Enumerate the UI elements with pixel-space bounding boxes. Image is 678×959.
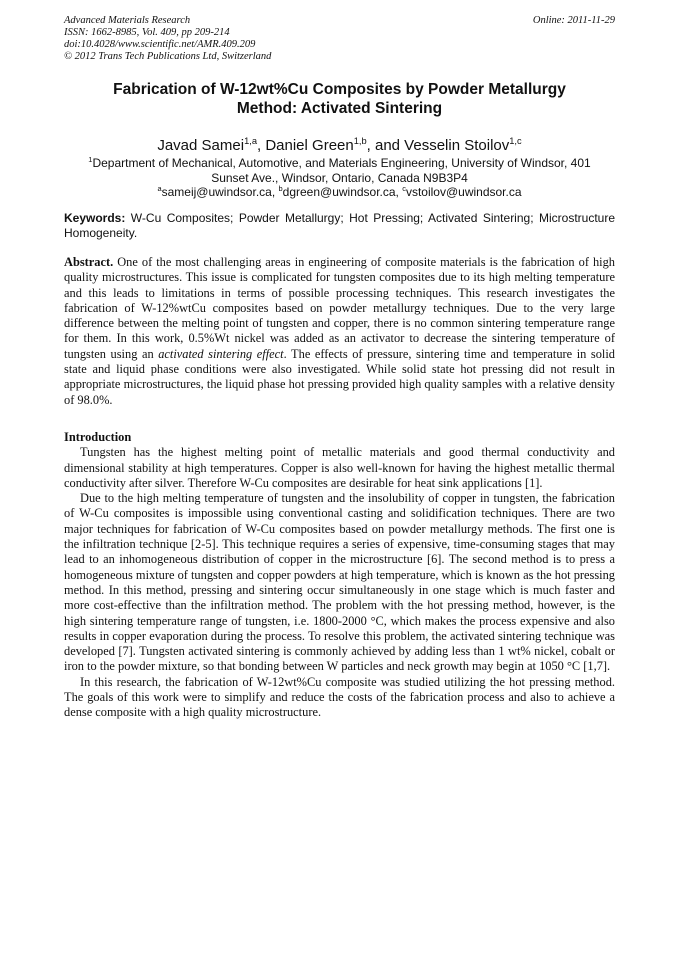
abstract: [64, 255, 615, 408]
author-emails: $^a$sameij@uwindsor.ca, $^b$dgreen@uwindsor.ca, $^c$vstoilov@uwindsor.ca: [157, 184, 522, 199]
paper-title-line-2: Method: Activated Sintering: [236, 100, 443, 117]
email-link[interactable]: sameij@uwindsor.ca,: [161, 185, 279, 199]
journal-issn: ISSN: 1662-8985, Vol. 409, pp 209-214: [64, 27, 230, 38]
journal-header: [64, 15, 615, 63]
author-name: Javad Samei: [157, 137, 245, 154]
author-name: , and Vesselin Stoilov: [366, 137, 510, 154]
keywords-label: Keywords:: [64, 211, 126, 225]
email-link[interactable]: vstoilov@uwindsor.ca: [405, 185, 522, 199]
online-date: Online: 2011-11-29: [532, 15, 615, 26]
author-list: [64, 137, 615, 155]
section-heading: Introduction: [64, 430, 132, 444]
affiliation-line-1: $^1$Department of Mechanical, Automotive, and Materials Engineering, University of Windsor, 401: [88, 155, 591, 170]
author-superscript: 1,a: [244, 136, 257, 146]
affiliation-number: 1: [88, 155, 93, 164]
keywords-text: W-Cu Composites; Powder Metallurgy; Hot Pressing; Activated Sintering; Microstructure Homogeneity.: [64, 211, 615, 240]
email-link[interactable]: dgreen@uwindsor.ca,: [282, 185, 403, 199]
affiliation-line-2: Sunset Ave., Windsor, Ontario, Canada N9B3P4: [211, 170, 468, 185]
abstract-label: Abstract.: [64, 255, 114, 269]
journal-copyright: © 2012 Trans Tech Publications Ltd, Switzerland: [64, 51, 272, 62]
abstract-emphasis: activated sintering effect: [158, 346, 284, 361]
keywords: [64, 211, 615, 240]
journal-doi: doi:10.4028/www.scientific.net/AMR.409.209: [64, 39, 256, 50]
paragraph: Due to the high melting temperature of tungsten and the insolubility of copper in tungsten, the fabrication of W-Cu composites is impossible using conventional casting and solidification techniques. There are two major techniques for fabrication of W-Cu composites based on powder metallurgy methods. The first one is the infiltration technique [2-5]. This technique requires a series of expensive, time-consuming stages that may lead to an inhomogeneous distribution of copper in the microstructure [6]. The second method is to press a homogeneous mixture of tungsten and copper powders at high temperature, which is known as the hot pressing method. In this method, pressing and sintering occur simultaneously in one stage which is much faster and more cost-effective than the infiltration method. The problem with the hot pressing method, however, is the high sintering temperature range of tungsten, i.e. 1800-2000 °C, which makes the process expensive and also results in copper evaporation during the process. To resolve this problem, the activated sintering technique was developed [7]. Tungsten activated sintering is commonly achieved by adding less than 1 wt% nickel, cobalt or iron to the powder mixture, so that bonding between W particles and neck growth may begin at 1050 °C [1,7].: [64, 491, 615, 674]
paper-title-line-1: Fabrication of W-12wt%Cu Composites by Powder Metallurgy: [113, 81, 566, 98]
journal-name: Advanced Materials Research: [64, 15, 191, 26]
author-superscript: 1,b: [353, 136, 367, 146]
abstract-text: . The effects of pressure, sintering time and temperature in solid state and liquid phase conditions were also investigated. While solid state hot pressing did not result in appropriate microstructures, the liquid phase hot pressing provided high quality samples with a relative density of 98.0%.: [64, 346, 615, 407]
paragraph: Tungsten has the highest melting point of metallic materials and good thermal conductivity and dimensional stability at high temperatures. Copper is also well-known for having the highest metallic thermal conductivity after silver. Therefore W-Cu composites are desirable for heat sink applications [1].: [64, 445, 615, 490]
paragraph: In this research, the fabrication of W-12wt%Cu composite was studied utilizing the hot pressing method. The goals of this work were to simplify and reduce the costs of the fabrication process and also to achieve a dense composite with a high quality microstructure.: [64, 674, 615, 720]
affiliation: [64, 156, 615, 200]
abstract-text: One of the most challenging areas in engineering of composite materials is the fabrication of high quality microstructures. This issue is complicated for tungsten composites due to its high melting temperature and this leads to limitations in terms of possible processing techniques. This research investigates the fabrication of W-12%wtCu composites based on powder metallurgy techniques. Due to the very large difference between the melting point of tungsten and copper, there is no common sintering temperature range for them. In this work, 0.5%Wt nickel was added as an activator to decrease the sintering temperature of tungsten using an: [64, 255, 615, 361]
introduction-section: [64, 430, 615, 721]
paper-title: [64, 80, 615, 118]
author-name: , Daniel Green: [257, 137, 354, 154]
author-superscript: 1,c: [509, 136, 522, 146]
